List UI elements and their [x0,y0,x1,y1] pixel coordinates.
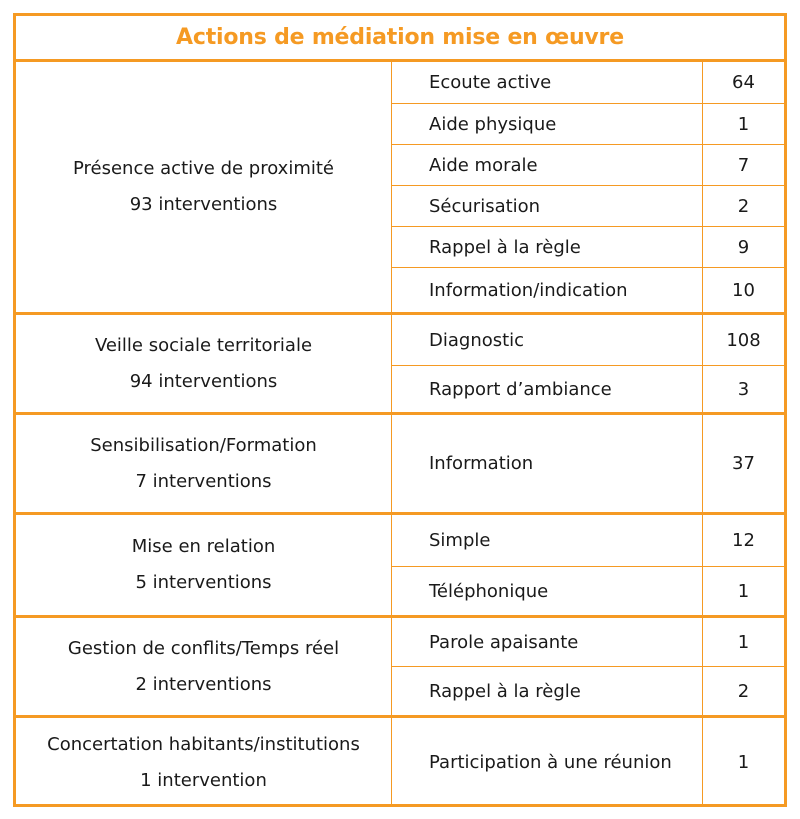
group-concertation [16,715,784,807]
action-label: Participation à une réunion [392,718,703,807]
mediation-table [13,13,787,807]
group-name: Concertation habitants/institutions [47,733,360,755]
group-name: Veille sociale territoriale [94,334,313,356]
table-row [392,618,784,666]
action-count: 12 [732,530,755,551]
action-count: 1 [737,113,750,135]
group-header [16,62,392,312]
group-header [16,415,392,512]
table-row [392,365,784,412]
table-row [392,226,784,267]
group-header [16,515,392,615]
group-name: Présence active de proximité [72,158,335,179]
table-row [392,62,784,103]
table-row [392,666,784,715]
group-name: Mise en relation [131,536,276,557]
action-count: 2 [737,680,750,702]
table-title: Actions de médiation mise en œuvre [176,25,624,50]
action-count: 37 [732,453,755,474]
group-actions [392,718,784,807]
group-actions [392,515,784,615]
action-label: Diagnostic [392,315,703,365]
action-label: Simple [392,515,703,566]
action-count: 2 [737,195,750,217]
action-label: Rappel à la règle [392,227,703,267]
group-veille-sociale [16,312,784,412]
table-row [392,185,784,226]
group-header [16,315,392,412]
group-count: 2 interventions [135,673,272,695]
action-label: Information/indication [392,268,703,312]
action-label: Rappel à la règle [392,667,703,715]
table-row [392,718,784,807]
action-count: 1 [737,752,750,773]
table-row [392,415,784,512]
group-header [16,618,392,715]
group-name: Sensibilisation/Formation [90,434,317,456]
group-count: 7 interventions [135,470,272,492]
action-label: Information [392,415,703,512]
table-row [392,267,784,312]
action-count: 10 [732,279,755,301]
table-row [392,315,784,365]
action-label: Aide morale [392,145,703,185]
group-mise-en-relation [16,512,784,615]
action-label: Ecoute active [392,62,703,103]
action-count: 1 [737,631,750,653]
group-count: 1 intervention [140,769,267,791]
group-gestion-conflits [16,615,784,715]
group-actions [392,618,784,715]
action-label: Téléphonique [392,567,703,615]
group-count: 5 interventions [135,572,272,593]
group-header [16,718,392,807]
action-label: Aide physique [392,104,703,144]
group-actions [392,415,784,512]
action-count: 7 [737,154,750,176]
action-label: Parole apaisante [392,618,703,666]
action-count: 64 [732,72,755,93]
action-label: Sécurisation [392,186,703,226]
group-count: 94 interventions [129,370,278,392]
table-row [392,566,784,615]
table-row [392,515,784,566]
group-actions [392,315,784,412]
group-count: 93 interventions [129,194,278,215]
group-name: Gestion de conflits/Temps réel [67,637,340,659]
group-sensibilisation [16,412,784,512]
action-count: 1 [737,580,750,602]
action-label: Rapport d’ambiance [392,366,703,412]
action-count: 3 [737,378,750,400]
group-presence-active [16,59,784,312]
table-row [392,103,784,144]
action-count: 9 [737,236,750,258]
action-count: 108 [726,329,761,351]
group-actions [392,62,784,312]
table-row [392,144,784,185]
